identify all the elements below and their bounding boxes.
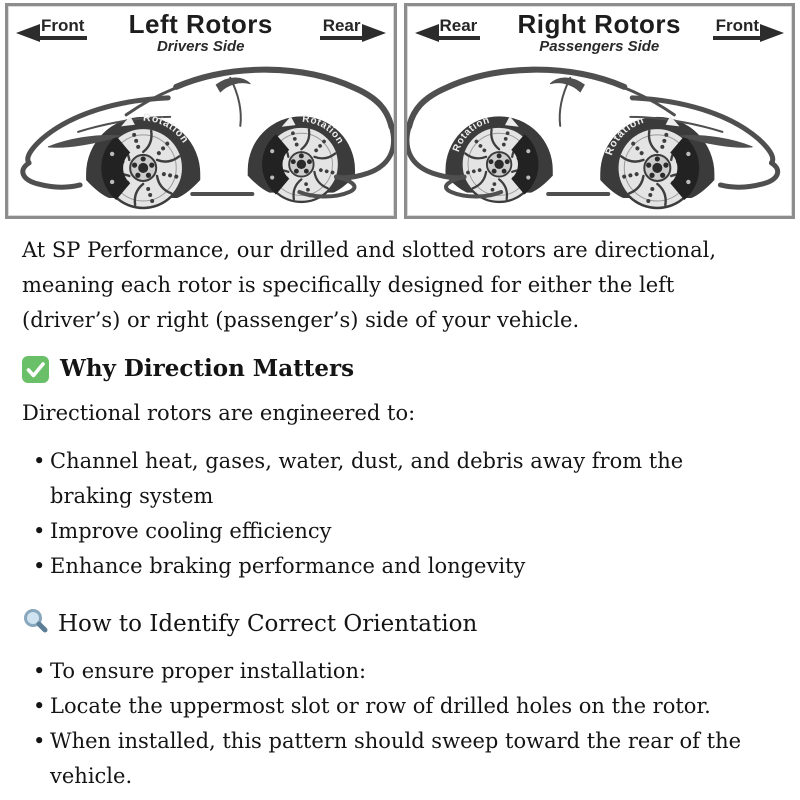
arrow-right-icon xyxy=(760,24,784,42)
list-item: • When installed, this pattern should sweep toward the rear of the vehicle. xyxy=(22,724,764,794)
list-item: • Enhance braking performance and longevity xyxy=(22,549,764,584)
benefits-list xyxy=(22,444,764,584)
rear-direction xyxy=(415,17,481,40)
check-mark-icon xyxy=(22,356,49,383)
arrow-left-icon xyxy=(16,24,40,42)
rotation-label: Rotation xyxy=(602,113,646,157)
panel-header xyxy=(16,9,386,55)
panel-subtitle: Drivers Side xyxy=(156,38,245,55)
orientation-list xyxy=(22,654,764,794)
lead-sentence: Directional rotors are engineered to: xyxy=(22,401,416,425)
list-item: • Improve cooling efficiency xyxy=(22,514,764,549)
section-heading-why-direction-matters xyxy=(22,355,764,383)
panel-titles xyxy=(91,11,311,55)
section-title: Why Direction Matters xyxy=(60,355,355,382)
rotation-label: Rotation xyxy=(142,111,192,146)
direction-label: Front xyxy=(38,17,87,40)
panel-titles xyxy=(489,11,709,55)
direction-label: Rear xyxy=(437,17,481,40)
list-item: • To ensure proper installation: xyxy=(22,654,764,689)
rear-direction xyxy=(320,17,386,40)
front-direction xyxy=(713,17,784,40)
list-item: • Locate the uppermost slot or row of drilled holes on the rotor. xyxy=(22,689,764,724)
panel-title: Right Rotors xyxy=(517,9,681,39)
rotor-direction-diagram xyxy=(0,0,800,219)
arrow-left-icon xyxy=(415,24,439,42)
arrow-right-icon xyxy=(362,24,386,42)
direction-label: Rear xyxy=(320,17,364,40)
rotation-label: Rotation xyxy=(301,113,346,147)
panel-header xyxy=(415,9,785,55)
list-item: • Channel heat, gases, water, dust, and debris away from the braking system xyxy=(22,444,764,514)
direction-label: Front xyxy=(713,17,762,40)
left-rotors-panel xyxy=(5,3,397,219)
article-body xyxy=(0,219,800,800)
panel-title: Left Rotors xyxy=(128,9,273,39)
rotation-label: Rotation xyxy=(450,114,491,154)
section-heading-identify-orientation xyxy=(22,607,764,641)
front-direction xyxy=(16,17,87,40)
intro-paragraph: At SP Performance, our drilled and slotted rotors are directional, meaning each rotor is specifically designed for either the left (driver’s) or right (passenger’s) side of your vehicle. xyxy=(22,238,717,332)
section-title: How to Identify Correct Orientation xyxy=(58,611,478,637)
panel-subtitle: Passengers Side xyxy=(539,38,660,55)
magnifying-glass-icon xyxy=(22,607,49,641)
right-rotors-panel xyxy=(404,3,796,219)
